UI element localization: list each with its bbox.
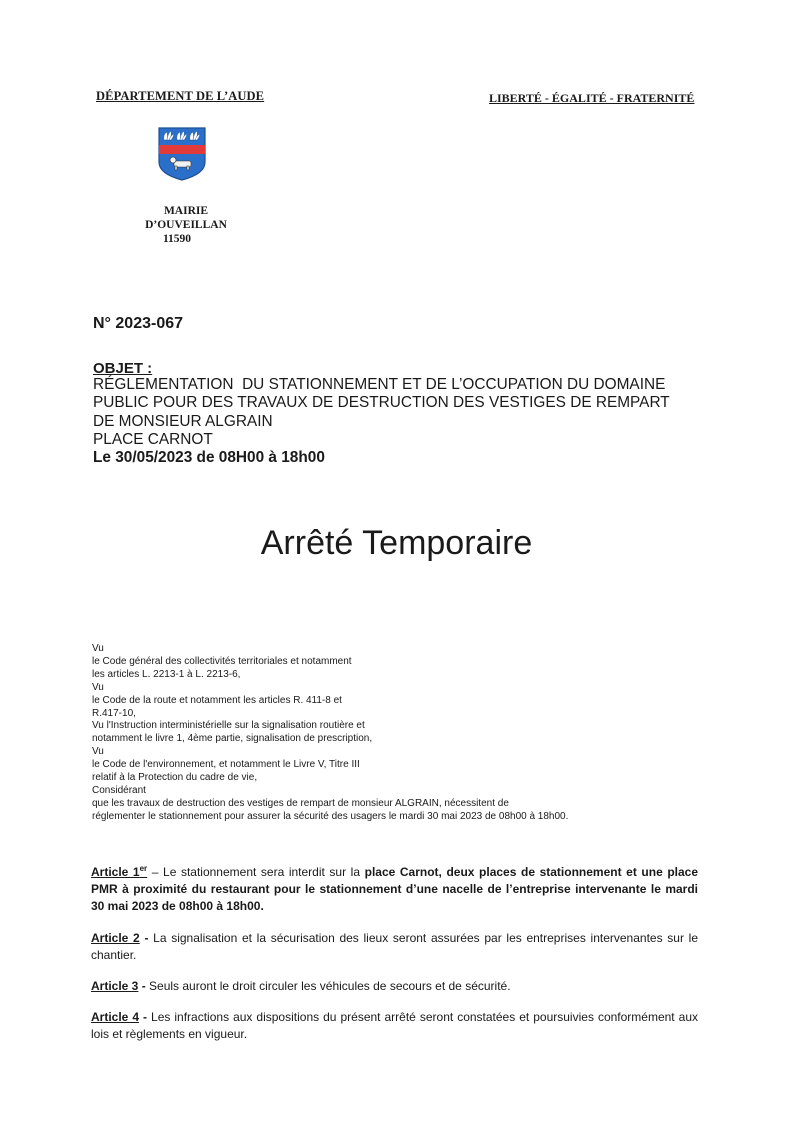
coat-of-arms-icon <box>157 126 207 182</box>
visa-line: Considérant <box>92 784 146 796</box>
article-label: Article 2 <box>91 930 140 945</box>
visa-line: relatif à la Protection du cadre de vie, <box>92 772 258 784</box>
visa-line: le Code général des collectivités territoriales et notamment <box>92 655 352 667</box>
objet-line: PUBLIC POUR DES TRAVAUX DE DESTRUCTION DES VESTIGES DE REMPART <box>93 394 670 412</box>
visa-line: réglementer le stationnement pour assurer la sécurité des usagers le mardi 30 mai 2023 de 08h00 à 18h00. <box>92 810 569 822</box>
articles-block <box>91 864 698 1058</box>
mairie-block <box>136 204 236 246</box>
article-2: Article 2 - La signalisation et la sécurisation des lieux seront assurées par les entreprises intervenantes sur le chantier. <box>91 930 698 962</box>
article-4: Article 4 - Les infractions aux dispositions du présent arrêté seront constatées et poursuivies conformément aux lois et règlements en vigueur. <box>91 1010 698 1042</box>
objet-line: RÉGLEMENTATION DU STATIONNEMENT ET DE L’OCCUPATION DU DOMAINE <box>93 376 666 393</box>
article-label: Article 1er <box>91 864 148 879</box>
article-label: Article 4 <box>91 1010 140 1025</box>
commune-name: D’OUVEILLAN <box>145 219 227 231</box>
postal-code: 11590 <box>162 233 192 245</box>
article-3: Article 3 - Seuls auront le droit circuler les véhicules de secours et de sécurité. <box>91 979 511 994</box>
article-text: Les infractions aux dispositions du présent arrêté seront constatées et poursuivies conformément aux lois et règlements en vigueur. <box>91 1010 698 1042</box>
visa-line: que les travaux de destruction des vestiges de rempart de monsieur ALGRAIN, nécessitent de <box>92 797 509 809</box>
visa-line: les articles L. 2213-1 à L. 2213-6, <box>92 668 241 680</box>
department-heading: DÉPARTEMENT DE L’AUDE <box>96 89 265 103</box>
mairie-label: MAIRIE <box>163 205 209 217</box>
visa-line: R.417-10, <box>92 707 136 719</box>
decree-number: N° 2023-067 <box>93 315 184 332</box>
article-text: La signalisation et la sécurisation des lieux seront assurées par les entreprises intervenantes sur le chantier. <box>91 930 698 962</box>
visa-line: le Code de la route et notamment les articles R. 411-8 et <box>92 694 342 706</box>
visas-block <box>92 643 712 824</box>
article-text: Le stationnement sera interdit sur la <box>163 865 365 879</box>
article-label: Article 3 <box>91 979 139 994</box>
visa-line: Vu <box>92 746 104 758</box>
visa-line: notamment le livre 1, 4ème partie, signalisation de prescription, <box>92 733 373 745</box>
article-text: Seuls auront le droit circuler les véhicules de secours et de sécurité. <box>149 979 511 994</box>
article-1: Article 1er – Le stationnement sera interdit sur la place Carnot, deux places de stationnement et une place PMR à proximité du restaurant pour le stationnement d’une nacelle de l’entreprise intervenante le mardi 30 mai 2023 de 08h00 à 18h00. <box>91 864 699 914</box>
objet-label: OBJET : <box>93 360 153 377</box>
objet-line: PLACE CARNOT <box>93 430 213 448</box>
document-title: Arrêté Temporaire <box>260 524 533 562</box>
visa-line: Vu l'Instruction interministérielle sur la signalisation routière et <box>92 720 365 732</box>
objet-line: DE MONSIEUR ALGRAIN <box>93 412 273 430</box>
visa-line: Vu <box>92 643 104 654</box>
objet-block <box>93 376 713 467</box>
republic-motto: LIBERTÉ - ÉGALITÉ - FRATERNITÉ <box>489 91 695 105</box>
objet-date: Le 30/05/2023 de 08H00 à 18h00 <box>93 449 325 467</box>
visa-line: Vu <box>92 681 104 693</box>
article-text-bold: place Carnot, deux places de stationnement et une place PMR à proximité du restaurant pour le stationnement d’une nacelle de l’entreprise intervenante le mardi 30 mai 2023 de 08h00 à 18h00. <box>91 865 699 914</box>
visa-line: le Code de l'environnement, et notamment le Livre V, Titre III <box>92 759 360 771</box>
